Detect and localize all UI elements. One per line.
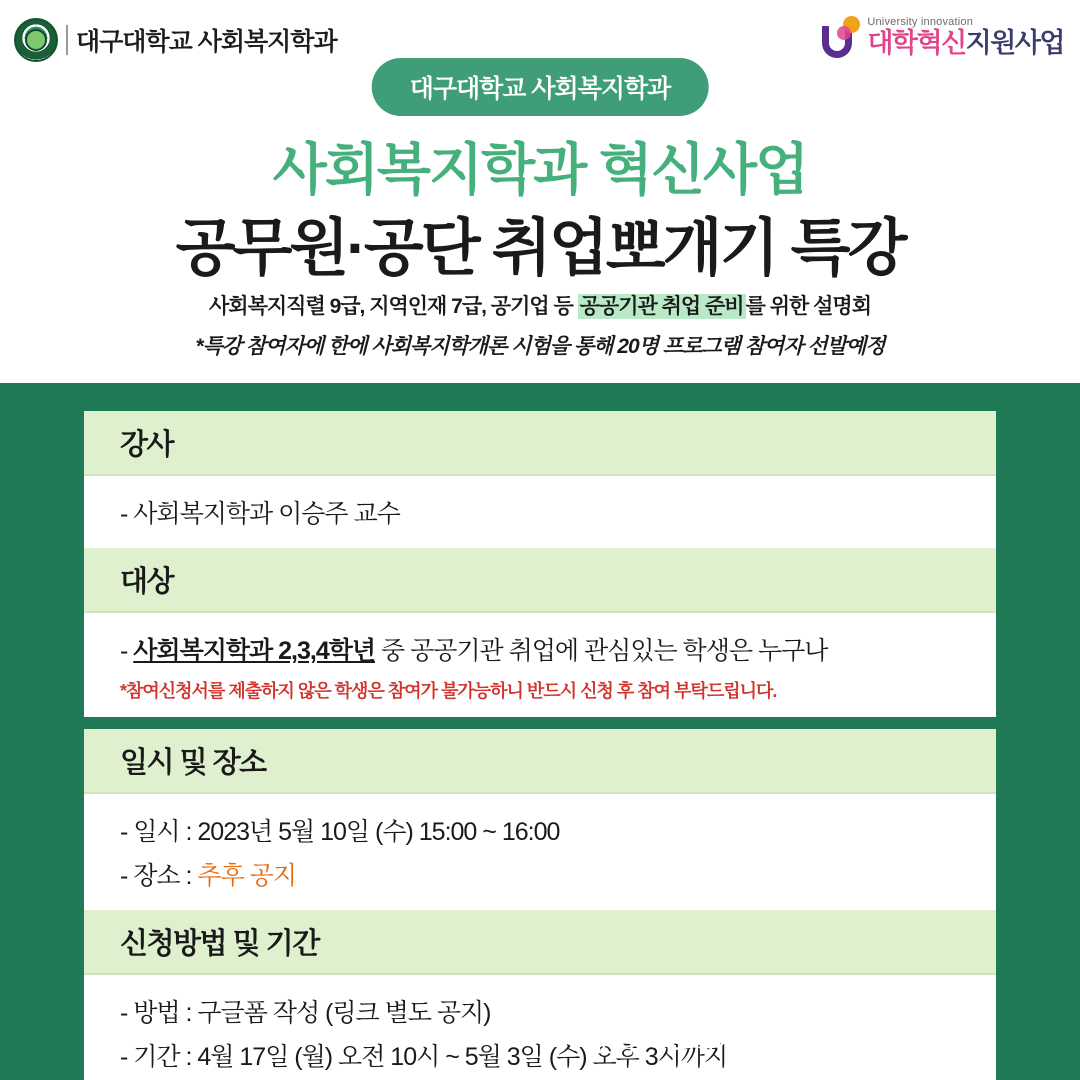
innovation-brand-sublabel: University innovation (867, 16, 974, 29)
datetime-line: - 일시 : 2023년 5월 10일 (수) 15:00 ~ 16:00 (120, 818, 560, 846)
poster-header (0, 0, 1080, 383)
card-gap-1 (84, 717, 996, 729)
section-body-datetime (84, 794, 996, 910)
section-title-target: 대상 (84, 548, 996, 613)
contact-info: 문의 : 사회복지학과 사무실 (053.850.6310) (592, 1030, 996, 1056)
section-body-instructor (84, 476, 996, 548)
location-accent: 추후 공지 (197, 862, 296, 890)
details-band (0, 383, 1080, 1080)
instructor-line: - 사회복지학과 이승주 교수 (120, 500, 400, 528)
subtitle-highlight: 공공기관 취업 준비 (579, 295, 744, 318)
target-underline: 사회복지학과 2,3,4학년 (133, 637, 376, 665)
subtitle-post: 를 위한 설명회 (745, 295, 871, 318)
subtitle-line (0, 290, 1080, 320)
department-brand-label: 대구대학교 사회복지학과 (76, 28, 337, 56)
headline-primary: 사회복지학과 혁신사업 (272, 138, 808, 201)
department-pill-badge: 대구대학교 사회복지학과 (372, 58, 709, 116)
location-line (120, 852, 996, 896)
target-pre: - (120, 637, 134, 665)
section-title-instructor: 강사 (84, 411, 996, 476)
subtitle-pre: 사회복지직렬 9급, 지역인재 7급, 공기업 등 (209, 295, 578, 318)
department-brand (14, 18, 337, 62)
innovation-brand-label-a: 대학혁신 (867, 27, 966, 58)
innovation-brand (820, 14, 1064, 60)
subtitle-note: *특강 참여자에 한에 사회복지학개론 시험을 통해 20명 프로그램 참여자 선발예정 (195, 335, 885, 358)
location-pre: - 장소 : (120, 862, 198, 890)
university-emblem-icon (14, 18, 58, 62)
target-post: 중 공공기관 취업에 관심있는 학생은 누구나 (375, 637, 828, 665)
brand-divider (66, 25, 68, 55)
section-body-target (84, 613, 996, 717)
target-line (120, 627, 996, 671)
info-card-1 (84, 411, 996, 717)
section-title-apply: 신청방법 및 기간 (84, 910, 996, 975)
apply-method-line: - 방법 : 구글폼 작성 (링크 별도 공지) (120, 999, 491, 1027)
headline-secondary: 공무원·공단 취업뽀개기 특강 (175, 214, 905, 283)
target-note: *참여신청서를 제출하지 않은 학생은 참여가 불가능하니 반드시 신청 후 참여 부탁드립니다. (120, 681, 777, 701)
innovation-brand-label-b: 지원사업 (965, 27, 1064, 58)
university-innovation-mark-icon (820, 14, 860, 60)
apply-period-line: - 기간 : 4월 17일 (월) 오전 10시 ~ 5월 3일 (수) 오후 3시까지 (120, 1043, 728, 1071)
section-title-datetime: 일시 및 장소 (84, 729, 996, 794)
